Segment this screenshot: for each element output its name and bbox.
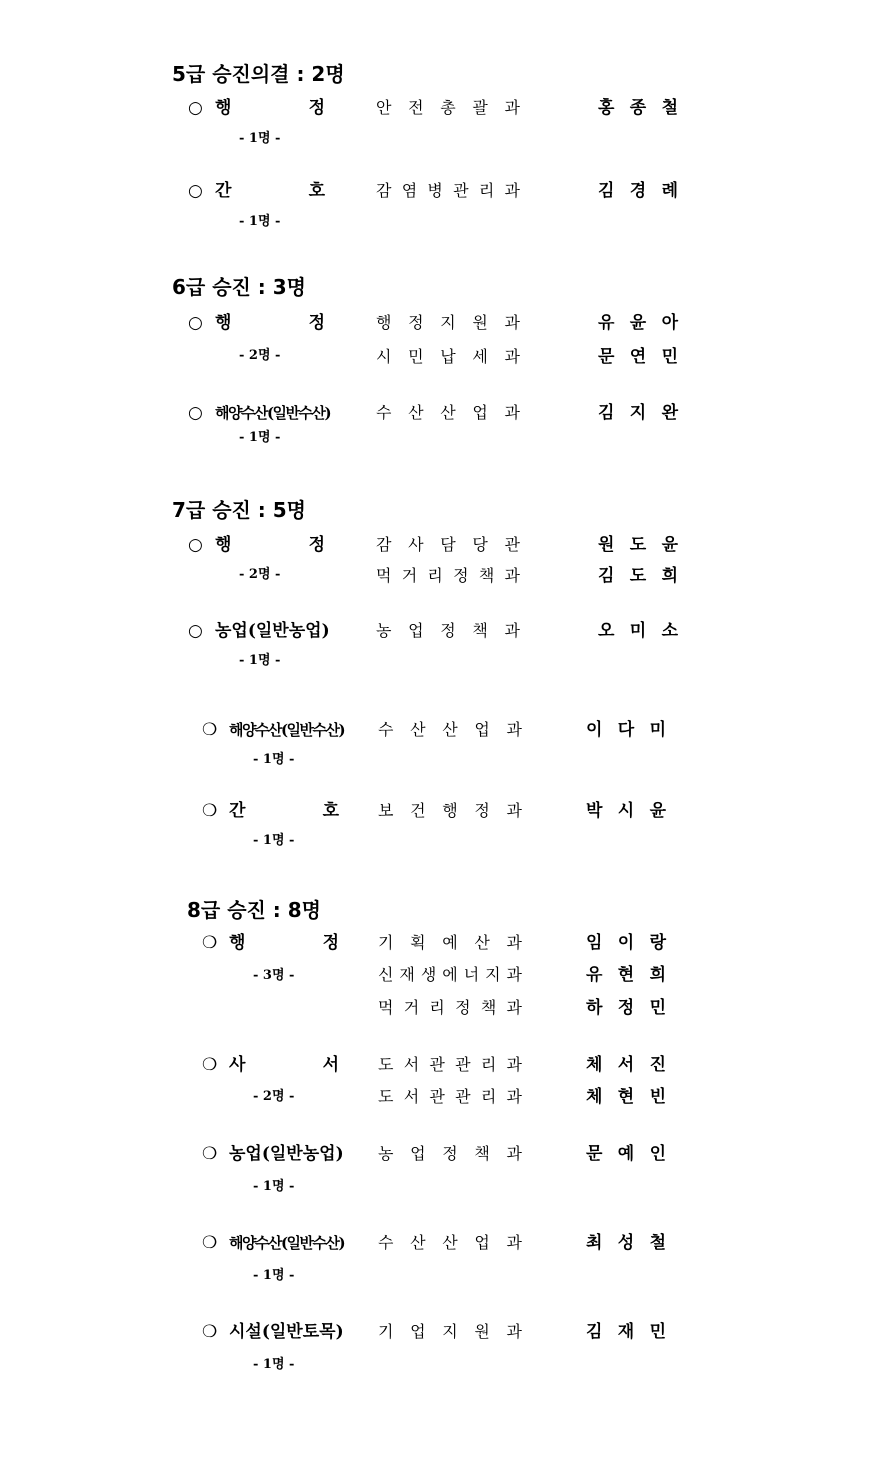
department-name: 행 정 지 원 과: [376, 313, 520, 332]
department-name: 감 사 담 당 관: [376, 535, 520, 554]
category-label: 농업(일반농업): [229, 1144, 344, 1164]
person-name: 이 다 미: [586, 720, 666, 740]
person-name: 문 예 인: [586, 1144, 666, 1164]
person-name: 체 현 빈: [586, 1087, 666, 1107]
bullet-circle-icon: ○: [188, 621, 203, 641]
category-label: 해양수산(일반수산): [215, 404, 331, 422]
headcount-label: - 2명 -: [239, 567, 281, 582]
bullet-circle-icon: ❍: [202, 933, 218, 953]
person-name: 유 윤 아: [598, 313, 678, 333]
bullet-circle-icon: ❍: [202, 1322, 218, 1342]
department-name: 기 획 예 산 과: [378, 933, 522, 952]
category-label: 행 정: [229, 933, 339, 953]
department-name: 기 업 지 원 과: [378, 1322, 522, 1341]
category-label: 사 서: [229, 1055, 339, 1075]
headcount-label: - 1명 -: [253, 1268, 295, 1283]
department-name: 시 민 납 세 과: [376, 347, 520, 366]
category-label: 농업(일반농업): [215, 621, 330, 641]
person-name: 홍 종 철: [598, 98, 678, 118]
bullet-circle-icon: ❍: [202, 1144, 218, 1164]
section-heading: 5급 승진의결 : 2명: [172, 62, 345, 86]
department-name: 먹 거 리 정 책 과: [378, 998, 522, 1017]
headcount-label: - 1명 -: [239, 430, 281, 445]
person-name: 원 도 윤: [598, 535, 678, 555]
person-name: 김 재 민: [586, 1322, 666, 1342]
department-name: 농 업 정 책 과: [376, 621, 520, 640]
headcount-label: - 1명 -: [253, 1357, 295, 1372]
person-name: 박 시 윤: [586, 801, 666, 821]
department-name: 수 산 산 업 과: [378, 1233, 522, 1252]
bullet-circle-icon: ○: [188, 181, 203, 201]
category-label: 행 정: [215, 535, 325, 555]
department-name: 농 업 정 책 과: [378, 1144, 522, 1163]
category-label: 간 호: [215, 181, 325, 201]
category-label: 행 정: [215, 98, 325, 118]
category-label: 간 호: [229, 801, 339, 821]
section-heading: 8급 승진 : 8명: [187, 898, 321, 922]
headcount-label: - 2명 -: [239, 348, 281, 363]
bullet-circle-icon: ○: [188, 98, 203, 118]
department-name: 도 서 관 관 리 과: [378, 1087, 522, 1106]
category-label: 행 정: [215, 313, 325, 333]
bullet-circle-icon: ❍: [202, 720, 218, 740]
person-name: 오 미 소: [598, 621, 678, 641]
headcount-label: - 1명 -: [239, 131, 281, 146]
headcount-label: - 2명 -: [253, 1089, 295, 1104]
department-name: 안 전 총 괄 과: [376, 98, 520, 117]
person-name: 문 연 민: [598, 347, 678, 367]
section-heading: 6급 승진 : 3명: [172, 275, 306, 299]
person-name: 김 도 희: [598, 566, 678, 586]
category-label: 해양수산(일반수산): [229, 721, 345, 739]
headcount-label: - 1명 -: [253, 752, 295, 767]
headcount-label: - 1명 -: [253, 833, 295, 848]
department-name: 수 산 산 업 과: [376, 403, 520, 422]
bullet-circle-icon: ○: [188, 535, 203, 555]
department-name: 감 염 병 관 리 과: [376, 181, 520, 200]
department-name: 보 건 행 정 과: [378, 801, 522, 820]
person-name: 최 성 철: [586, 1233, 666, 1253]
department-name: 먹 거 리 정 책 과: [376, 566, 520, 585]
category-label: 시설(일반토목): [229, 1322, 344, 1342]
headcount-label: - 1명 -: [239, 214, 281, 229]
person-name: 김 경 례: [598, 181, 678, 201]
category-label: 해양수산(일반수산): [229, 1234, 345, 1252]
person-name: 유 현 희: [586, 965, 666, 985]
headcount-label: - 1명 -: [239, 653, 281, 668]
bullet-circle-icon: ○: [188, 313, 203, 333]
person-name: 체 서 진: [586, 1055, 666, 1075]
bullet-circle-icon: ○: [188, 403, 203, 423]
bullet-circle-icon: ❍: [202, 1233, 218, 1253]
department-name: 도 서 관 관 리 과: [378, 1055, 522, 1074]
person-name: 임 이 랑: [586, 933, 666, 953]
person-name: 하 정 민: [586, 998, 666, 1018]
department-name: 신 재 생 에 너 지 과: [378, 965, 522, 984]
headcount-label: - 3명 -: [253, 968, 295, 983]
person-name: 김 지 완: [598, 403, 678, 423]
bullet-circle-icon: ❍: [202, 801, 218, 821]
department-name: 수 산 산 업 과: [378, 720, 522, 739]
section-heading: 7급 승진 : 5명: [172, 498, 306, 522]
bullet-circle-icon: ❍: [202, 1055, 218, 1075]
headcount-label: - 1명 -: [253, 1179, 295, 1194]
